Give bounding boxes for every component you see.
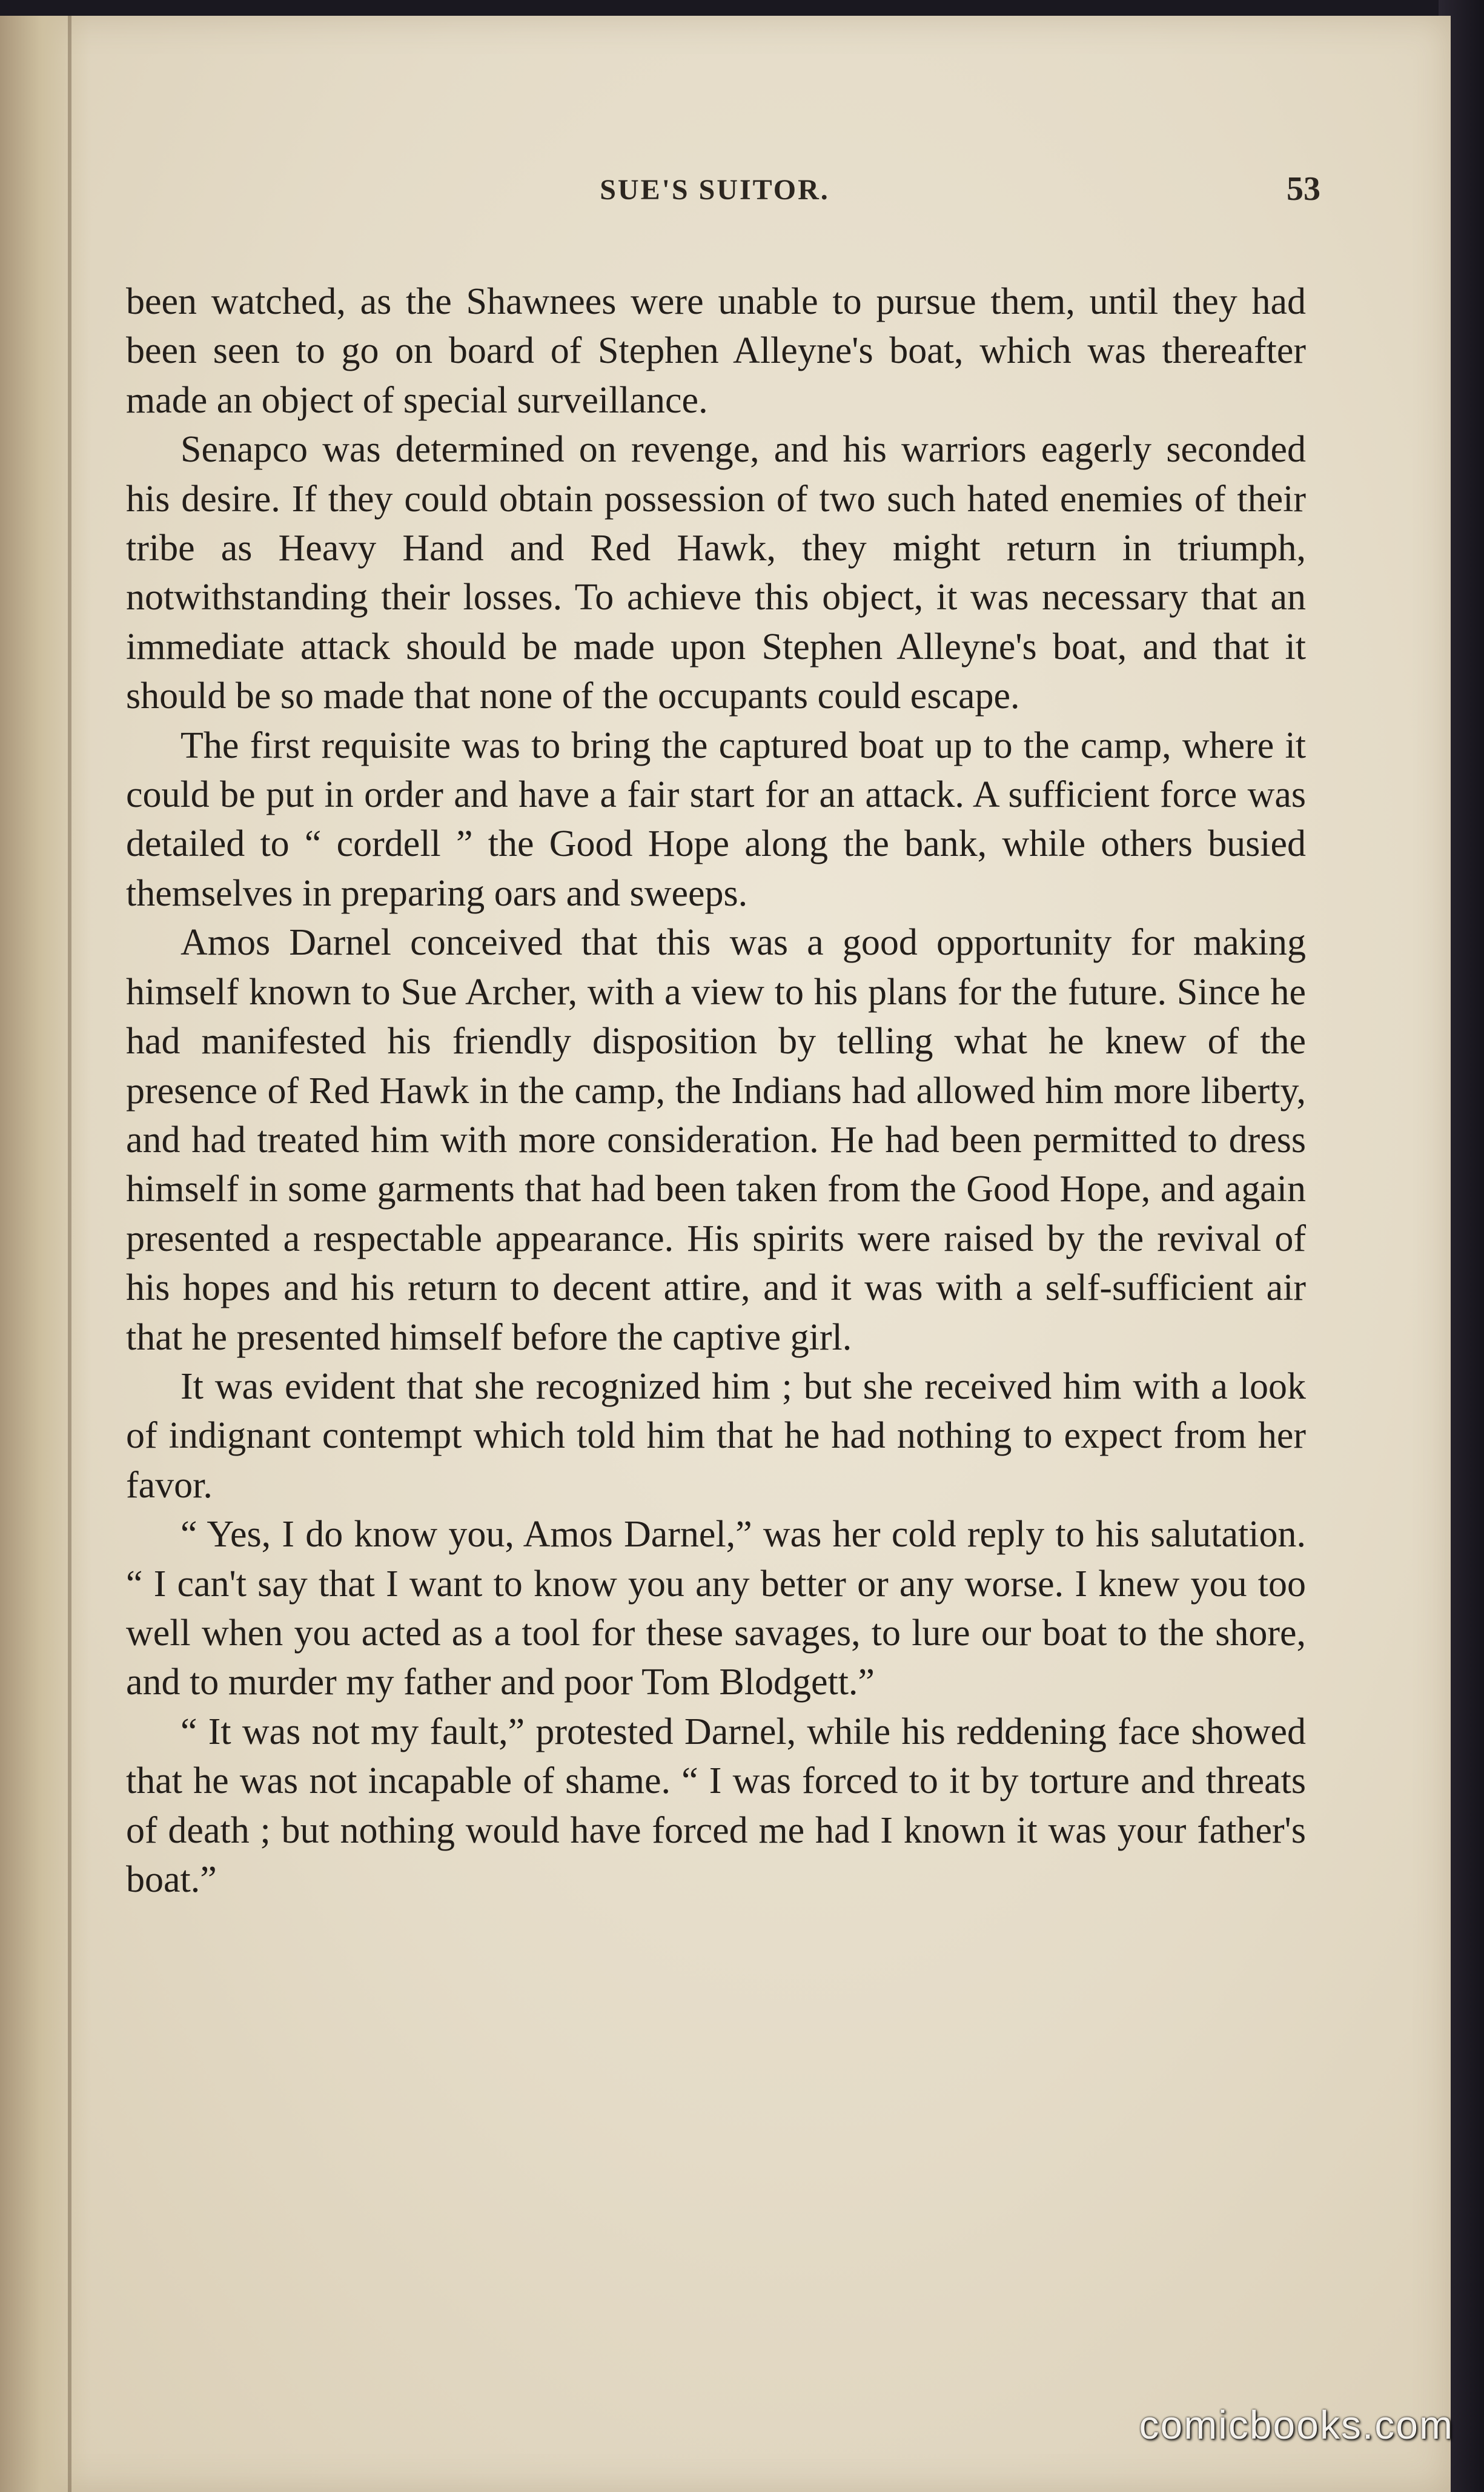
- paragraph-7: “ It was not my fault,” protested Darnel, while his reddening face showed that he was not incapable of shame. “ I was forced to it by torture and threats of death ; but nothing would have forced me had I known it was your father's boat.”: [126, 1711, 1306, 1900]
- paragraph-5: It was evident that she recognized him ; but she received him with a look of indignant contempt which told him that he had nothing to expect from her favor.: [126, 1365, 1306, 1506]
- paragraph-4: Amos Darnel conceived that this was a good opportunity for making himself known to Sue Archer, with a view to his plans for the future. Since he had manifested his friendly disposition by telling what he knew of the presence of Red Hawk in the camp, the Indians had allowed him more liberty, and had treated him with more consideration. He had been permitted to dress himself in some garments that had been taken from the Good Hope, and again presented a respectable appearance. His spirits were raised by the revival of his hopes and his return to decent attire, and it was with a self-sufficient air that he presented himself before the captive girl.: [126, 922, 1306, 1358]
- binding-crease: [68, 16, 71, 2492]
- page-header: [0, 170, 1451, 216]
- paragraph-2: Senapco was determined on revenge, and his warriors eagerly seconded his desire. If they could obtain possession of two such hated enemies of their tribe as Heavy Hand and Red Hawk, they might return in triumph, notwithstanding their losses. To achieve this object, it was necessary that an immediate attack should be made upon Stephen Alleyne's boat, and that it should be so made that none of the occupants could escape.: [126, 429, 1306, 717]
- paragraph-1: been watched, as the Shawnees were unable to pursue them, until they had been seen to go on board of Stephen Alleyne's boat, which was thereafter made an object of special surveillance.: [126, 281, 1306, 421]
- scan-border-top: [0, 0, 1484, 16]
- page-number: 53: [1287, 170, 1320, 208]
- site-watermark: comicbooks.com: [1139, 2402, 1454, 2447]
- running-head: SUE'S SUITOR.: [600, 174, 830, 206]
- book-page: [0, 16, 1451, 2492]
- paragraph-6: “ Yes, I do know you, Amos Darnel,” was her cold reply to his salutation. “ I can't say that I want to know you any better or any worse. I knew you too well when you acted as a tool for these savages, to lure our boat to the shore, and to murder my father and poor Tom Blodgett.”: [126, 1514, 1306, 1703]
- page-gutter-shadow: [0, 16, 91, 2492]
- body-text: [126, 277, 1306, 1904]
- paragraph-3: The first requisite was to bring the captured boat up to the camp, where it could be put in order and have a fair start for an attack. A sufficient force was detailed to “ cordell ” the Good Hope along the bank, while others busied themselves in preparing oars and sweeps.: [126, 724, 1306, 914]
